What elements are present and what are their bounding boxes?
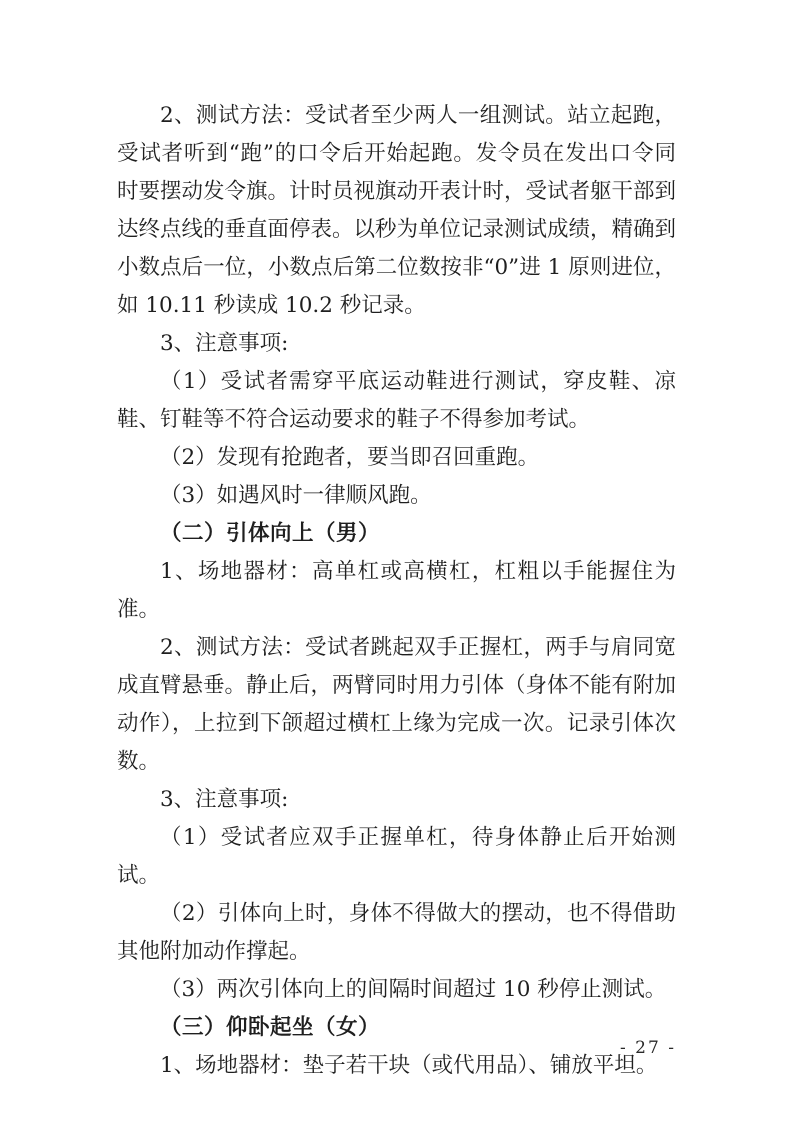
section-heading-pull-ups: （二）引体向上（男） — [160, 521, 381, 546]
paragraph-equipment-sit-ups: 1、场地器材：垫子若干块（或代用品）、铺放平坦。 — [160, 1053, 658, 1078]
document-body — [117, 97, 676, 1085]
paragraph-note-3-50m: （3）如遇风时一律顺风跑。 — [160, 483, 432, 508]
paragraph-notes-label-50m: 3、注意事项: — [160, 331, 289, 356]
paragraph-note-1-pull-ups: （1）受试者应双手正握单杠，待身体静止后开始测试。 — [117, 825, 676, 888]
paragraph-note-2-pull-ups: （2）引体向上时，身体不得做大的摆动，也不得借助其他附加动作撑起。 — [117, 901, 676, 964]
paragraph-test-method-pull-ups: 2、测试方法：受试者跳起双手正握杠，两手与肩同宽成直臂悬垂。静止后，两臂同时用力引体（身体不能有附加动作），上拉到下颌超过横杠上缘为完成一次。记录引体次数。 — [117, 635, 677, 774]
paragraph-note-1-50m: （1）受试者需穿平底运动鞋进行测试，穿皮鞋、凉鞋、钉鞋等不符合运动要求的鞋子不得参加考试。 — [117, 369, 676, 432]
paragraph-note-2-50m: （2）发现有抢跑者，要当即召回重跑。 — [160, 445, 540, 470]
paragraph-test-method-50m: 2、测试方法：受试者至少两人一组测试。站立起跑，受试者听到“跑”的口令后开始起跑。发令员在发出口令同时要摆动发令旗。计时员视旗动开表计时，受试者躯干部到达终点线的垂直面停表。以秒为单位记录测试成绩，精确到小数点后一位，小数点后第二位数按非“0”进 1 原则进位，如 10.11 秒读成 10.2 秒记录。 — [117, 103, 677, 318]
section-heading-sit-ups: （三）仰卧起坐（女） — [160, 1015, 381, 1040]
paragraph-notes-label-pull-ups: 3、注意事项: — [160, 787, 289, 812]
paragraph-note-3-pull-ups: （3）两次引体向上的间隔时间超过 10 秒停止测试。 — [160, 977, 667, 1002]
page-number: - 27 - — [620, 1038, 676, 1058]
paragraph-equipment-pull-ups: 1、场地器材：高单杠或高横杠，杠粗以手能握住为准。 — [117, 559, 676, 622]
